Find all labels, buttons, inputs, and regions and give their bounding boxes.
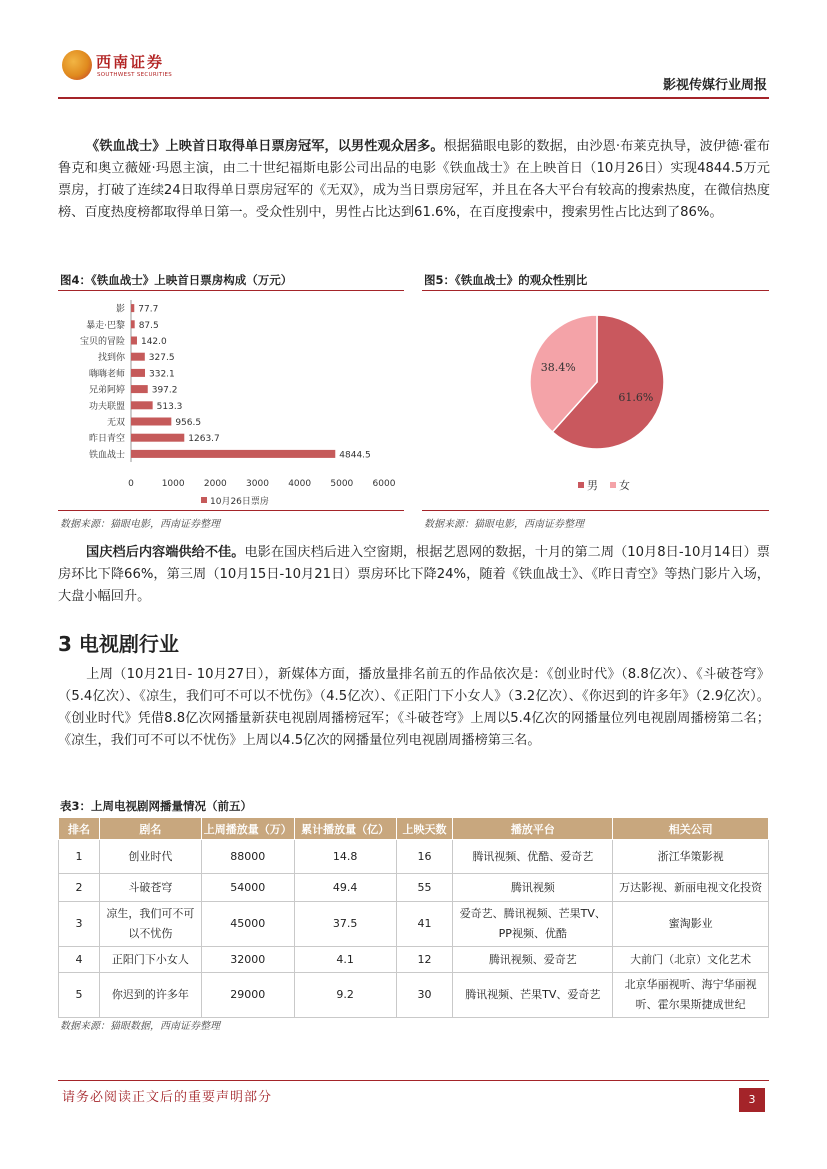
legend-swatch bbox=[201, 497, 207, 503]
col-header-total-views: 累计播放量（亿） bbox=[294, 818, 396, 840]
cell-platform: 腾讯视频、爱奇艺 bbox=[453, 947, 613, 973]
cell-rank: 4 bbox=[59, 947, 100, 973]
table-row bbox=[59, 973, 769, 1018]
cell-days: 12 bbox=[396, 947, 453, 973]
x-tick-label: 5000 bbox=[330, 479, 354, 489]
cell-weekly: 88000 bbox=[201, 840, 294, 874]
cell-days: 55 bbox=[396, 874, 453, 902]
bar-category-label: 无双 bbox=[106, 418, 125, 428]
legend-swatch bbox=[610, 482, 616, 488]
cell-days: 30 bbox=[396, 973, 453, 1018]
x-tick-label: 4000 bbox=[288, 479, 312, 489]
cell-days: 41 bbox=[396, 902, 453, 947]
tv-ranking-table bbox=[58, 817, 769, 1018]
paragraph-body: 上周（10月21日- 10月27日），新媒体方面，播放量排名前五的作品依次是：《创业时代》（8.8亿次）、《斗破苍穹》（5.4亿次）、《凉生，我们可不可以不忧伤》（4.5亿次）、《正阳门下小女人》（3.2亿次）、《你迟到的许多年》（2.9亿次）。《创业时代》凭借8.8亿次网播量新获电视剧周播榜冠军；《斗破苍穹》上周以5.4亿次的网播量位列电视剧周播榜第二名；《凉生，我们可不可以不忧伤》上周以4.5亿次的网播量位列电视剧周播榜第三名。 bbox=[58, 667, 770, 748]
pie-label-male: 61.6% bbox=[618, 390, 654, 404]
bar-value-label: 332.1 bbox=[149, 369, 175, 380]
bar-category-label: 昨日青空 bbox=[88, 434, 125, 445]
bar-category-label: 兄弟阿婷 bbox=[88, 385, 125, 396]
cell-total: 9.2 bbox=[294, 973, 396, 1018]
cell-weekly: 54000 bbox=[201, 874, 294, 902]
bar bbox=[131, 401, 153, 409]
cell-weekly: 45000 bbox=[201, 902, 294, 947]
paragraph-lead: 《铁血战士》上映首日取得单日票房冠军，以男性观众居多。 bbox=[86, 139, 444, 154]
cell-platform: 腾讯视频、优酷、爱奇艺 bbox=[453, 840, 613, 874]
cell-rank: 3 bbox=[59, 902, 100, 947]
bar bbox=[131, 450, 335, 458]
x-tick-label: 1000 bbox=[161, 479, 185, 489]
x-tick-label: 2000 bbox=[203, 479, 227, 489]
figure5-source: 数据来源：猫眼电影，西南证券整理 bbox=[424, 519, 584, 530]
cell-weekly: 32000 bbox=[201, 947, 294, 973]
bar-value-label: 4844.5 bbox=[339, 450, 371, 461]
legend-label: 10月26日票房 bbox=[210, 497, 269, 507]
col-header-title: 剧名 bbox=[99, 818, 201, 840]
bar bbox=[131, 434, 184, 442]
pie-chart bbox=[422, 292, 769, 510]
table-row bbox=[59, 902, 769, 947]
bar-value-label: 327.5 bbox=[148, 353, 175, 364]
col-header-company: 相关公司 bbox=[613, 818, 769, 840]
bar-category-label: 功夫联盟 bbox=[88, 401, 125, 412]
table-header-row bbox=[59, 818, 769, 840]
col-header-days: 上映天数 bbox=[396, 818, 453, 840]
cell-title: 创业时代 bbox=[99, 840, 201, 874]
table3-source: 数据来源：猫眼数据，西南证券整理 bbox=[60, 1021, 220, 1032]
bar bbox=[131, 337, 137, 345]
bar-value-label: 77.7 bbox=[138, 304, 159, 315]
figure5-bottom-rule bbox=[422, 510, 769, 511]
cell-title: 正阳门下小女人 bbox=[99, 947, 201, 973]
bar-value-label: 87.5 bbox=[138, 320, 159, 331]
bar-category-label: 暴走·巴黎 bbox=[86, 320, 125, 331]
cell-rank: 1 bbox=[59, 840, 100, 874]
bar-category-label: 找到你 bbox=[97, 353, 125, 364]
header-divider bbox=[58, 97, 769, 99]
bar bbox=[131, 353, 145, 361]
cell-weekly: 29000 bbox=[201, 973, 294, 1018]
col-header-rank: 排名 bbox=[59, 818, 100, 840]
footer-notice: 请务必阅读正文后的重要声明部分 bbox=[62, 1090, 273, 1105]
col-header-platform: 播放平台 bbox=[453, 818, 613, 840]
legend-label: 女 bbox=[619, 479, 630, 492]
page-number: 3 bbox=[739, 1088, 765, 1112]
x-tick-label: 0 bbox=[128, 479, 134, 489]
logo-name: 西南证券 bbox=[96, 53, 165, 71]
table-row bbox=[59, 947, 769, 973]
bar-value-label: 397.2 bbox=[151, 385, 178, 396]
section-heading: 3 电视剧行业 bbox=[58, 632, 179, 656]
bar bbox=[131, 369, 145, 377]
cell-company: 万达影视、新丽电视文化投资 bbox=[613, 874, 769, 902]
paragraph-body: 电影在国庆档后进入空窗期，根据艺恩网的数据，十月的第二周（10月8日-10月14日）票房环比下降66%，第三周（10月15日-10月21日）票房环比下降24%，随着《铁血战士》、《昨日青空》等热门影片入场，大盘小幅回升。 bbox=[58, 545, 770, 604]
paragraph-tv-series bbox=[58, 664, 770, 752]
cell-platform: 腾讯视频 bbox=[453, 874, 613, 902]
bar-value-label: 956.5 bbox=[175, 418, 202, 428]
bar-value-label: 142.0 bbox=[140, 337, 167, 347]
figure4-bottom-rule bbox=[58, 510, 404, 511]
table-row bbox=[59, 840, 769, 874]
cell-rank: 2 bbox=[59, 874, 100, 902]
pie-label-female: 38.4% bbox=[540, 361, 576, 375]
cell-total: 14.8 bbox=[294, 840, 396, 874]
paragraph-box-office bbox=[58, 136, 770, 224]
figure5-title: 图5：《铁血战士》的观众性别比 bbox=[424, 273, 588, 287]
legend-label: 男 bbox=[587, 479, 598, 492]
bar bbox=[131, 418, 171, 426]
cell-title: 斗破苍穹 bbox=[99, 874, 201, 902]
cell-company: 大前门（北京）文化艺术 bbox=[613, 947, 769, 973]
col-header-weekly-views: 上周播放量（万） bbox=[201, 818, 294, 840]
figure5-rule bbox=[422, 290, 769, 291]
cell-platform: 腾讯视频、芒果TV、爱奇艺 bbox=[453, 973, 613, 1018]
cell-days: 16 bbox=[396, 840, 453, 874]
x-tick-label: 3000 bbox=[246, 479, 269, 489]
bar-category-label: 影 bbox=[115, 304, 125, 315]
paragraph-national-day bbox=[58, 542, 770, 608]
legend-swatch bbox=[578, 482, 584, 488]
bar-category-label: 嗨嗨老师 bbox=[88, 369, 125, 380]
cell-rank: 5 bbox=[59, 973, 100, 1018]
cell-total: 37.5 bbox=[294, 902, 396, 947]
bar-chart bbox=[58, 292, 404, 510]
figure4-rule bbox=[58, 290, 404, 291]
bar bbox=[131, 304, 134, 312]
figure4-source: 数据来源：猫眼电影，西南证券整理 bbox=[60, 519, 220, 530]
cell-company: 北京华丽视听、海宁华丽视听、霍尔果斯捷成世纪 bbox=[613, 973, 769, 1018]
report-title: 影视传媒行业周报 bbox=[662, 78, 767, 93]
footer-divider bbox=[58, 1080, 769, 1081]
cell-company: 浙江华策影视 bbox=[613, 840, 769, 874]
figure4-title: 图4：《铁血战士》上映首日票房构成（万元） bbox=[60, 273, 293, 287]
bar-category-label: 宝贝的冒险 bbox=[79, 337, 125, 347]
cell-platform: 爱奇艺、腾讯视频、芒果TV、PP视频、优酷 bbox=[453, 902, 613, 947]
cell-title: 凉生，我们可不可以不忧伤 bbox=[99, 902, 201, 947]
cell-total: 49.4 bbox=[294, 874, 396, 902]
bar-value-label: 513.3 bbox=[156, 401, 183, 412]
x-tick-label: 6000 bbox=[372, 479, 396, 489]
paragraph-body: 根据猫眼电影的数据，由沙恩·布莱克执导，波伊德·霍布鲁克和奥立薇娅·玛恩主演，由二十世纪福斯电影公司出品的电影《铁血战士》在上映首日（10月26日）实现4844.5万元票房，打破了连续24日取得单日票房冠军的《无双》，成为当日票房冠军，并且在各大平台有较高的搜索热度，在微信热度榜、百度热度榜都取得单日第一。受众性别中，男性占比达到61.6%，在百度搜索中，搜索男性占比达到了86%。 bbox=[58, 139, 770, 220]
bar-category-label: 铁血战士 bbox=[88, 450, 125, 461]
company-logo-icon bbox=[62, 50, 92, 80]
bar bbox=[131, 320, 135, 328]
table3-title: 表3：上周电视剧网播量情况（前五） bbox=[60, 799, 252, 813]
cell-company: 蜜淘影业 bbox=[613, 902, 769, 947]
cell-title: 你迟到的许多年 bbox=[99, 973, 201, 1018]
bar-value-label: 1263.7 bbox=[188, 434, 220, 445]
cell-total: 4.1 bbox=[294, 947, 396, 973]
paragraph-lead: 国庆档后内容端供给不佳。 bbox=[86, 545, 245, 560]
logo-subtitle: SOUTHWEST SECURITIES bbox=[97, 72, 173, 78]
table-row bbox=[59, 874, 769, 902]
bar bbox=[131, 385, 148, 393]
